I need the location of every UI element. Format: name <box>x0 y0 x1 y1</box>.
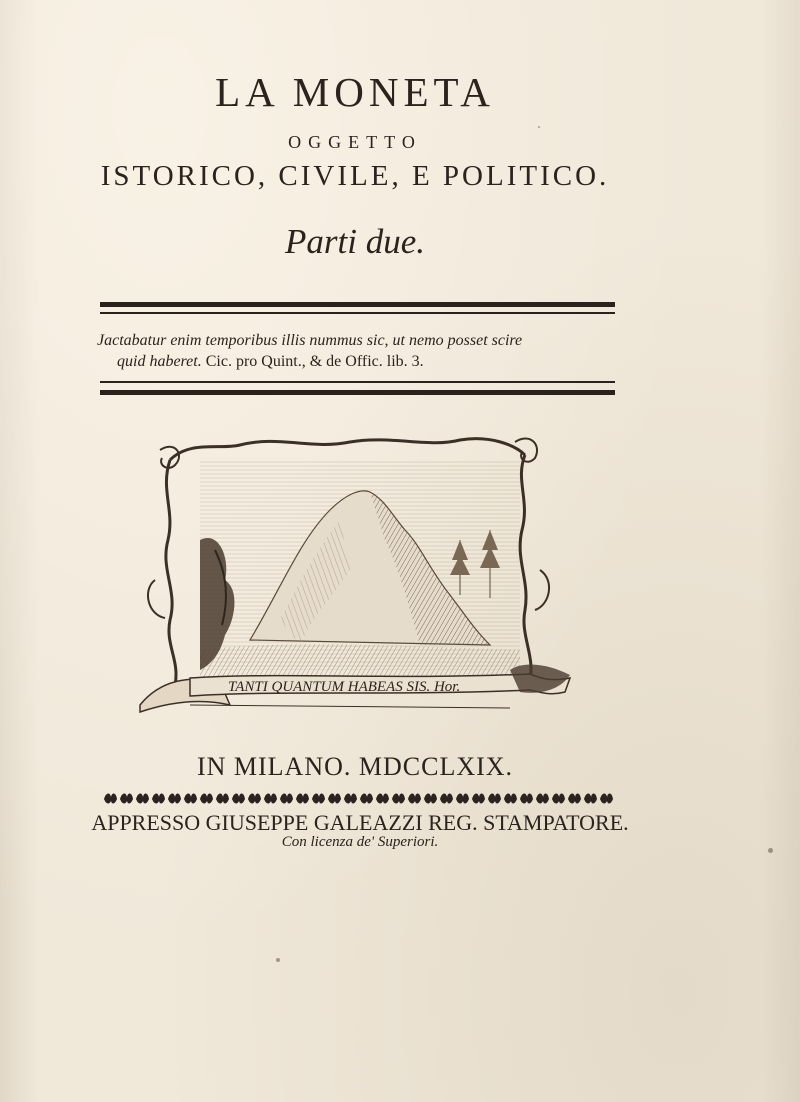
paper-speck <box>276 958 280 962</box>
epigraph <box>97 330 622 372</box>
printers-ornament-row <box>100 788 615 810</box>
epigraph-citation: Cic. pro Quint., & de Offic. lib. 3. <box>201 353 424 370</box>
fleuron-icon <box>536 793 549 803</box>
imprint-license: Con licenza de' Superiori. <box>281 834 439 850</box>
rule-thin-bottom <box>100 381 615 383</box>
fleuron-icon <box>248 793 261 803</box>
book-subtitle: OGGETTO <box>288 132 422 152</box>
fleuron-icon <box>552 793 565 803</box>
engraved-vignette <box>130 420 600 720</box>
fleuron-icon <box>472 793 485 803</box>
epigraph-line2 <box>97 351 622 372</box>
fleuron-icon <box>216 793 229 803</box>
fleuron-icon <box>520 793 533 803</box>
fleuron-icon <box>376 793 389 803</box>
vignette-banner-text: TANTI QUANTUM HABEAS SIS. Hor. <box>228 679 461 695</box>
fleuron-icon <box>232 793 245 803</box>
epigraph-line1: Jactabatur enim temporibus illis nummus sic, ut nemo posset scire <box>97 332 523 349</box>
fleuron-icon <box>312 793 325 803</box>
vignette-illustration <box>130 420 600 720</box>
fleuron-icon <box>328 793 341 803</box>
fleuron-icon <box>600 793 613 803</box>
fleuron-icon <box>456 793 469 803</box>
rule-thick-top <box>100 302 615 307</box>
fleuron-icon <box>152 793 165 803</box>
fleuron-ornament-icon <box>100 788 615 810</box>
parts-line: Parti due. <box>285 222 425 261</box>
fleuron-icon <box>264 793 277 803</box>
fleuron-icon <box>104 793 117 803</box>
fleuron-icon <box>120 793 133 803</box>
fleuron-icon <box>344 793 357 803</box>
fleuron-icon <box>200 793 213 803</box>
fleuron-icon <box>392 793 405 803</box>
fleuron-icon <box>504 793 517 803</box>
fleuron-icon <box>408 793 421 803</box>
fleuron-icon <box>136 793 149 803</box>
fleuron-icon <box>296 793 309 803</box>
rule-thin-top <box>100 312 615 314</box>
fleuron-icon <box>440 793 453 803</box>
paper-speck <box>768 848 773 853</box>
fleuron-icon <box>488 793 501 803</box>
paper-speck <box>538 126 540 128</box>
epigraph-line2-italic: quid haberet. <box>117 353 202 370</box>
fleuron-icon <box>168 793 181 803</box>
fleuron-icon <box>360 793 373 803</box>
fleuron-icon <box>568 793 581 803</box>
rule-thick-bottom <box>100 390 615 395</box>
imprint-place: IN MILANO. MDCCLXIX. <box>196 752 514 781</box>
fleuron-icon <box>424 793 437 803</box>
fleuron-icon <box>280 793 293 803</box>
book-subtitle-line2: ISTORICO, CIVILE, E POLITICO. <box>100 160 610 192</box>
fleuron-icon <box>584 793 597 803</box>
fleuron-icon <box>184 793 197 803</box>
imprint-publisher: APPRESSO GIUSEPPE GALEAZZI REG. STAMPATORE. <box>91 810 629 835</box>
book-title: LA MONETA <box>215 69 495 115</box>
